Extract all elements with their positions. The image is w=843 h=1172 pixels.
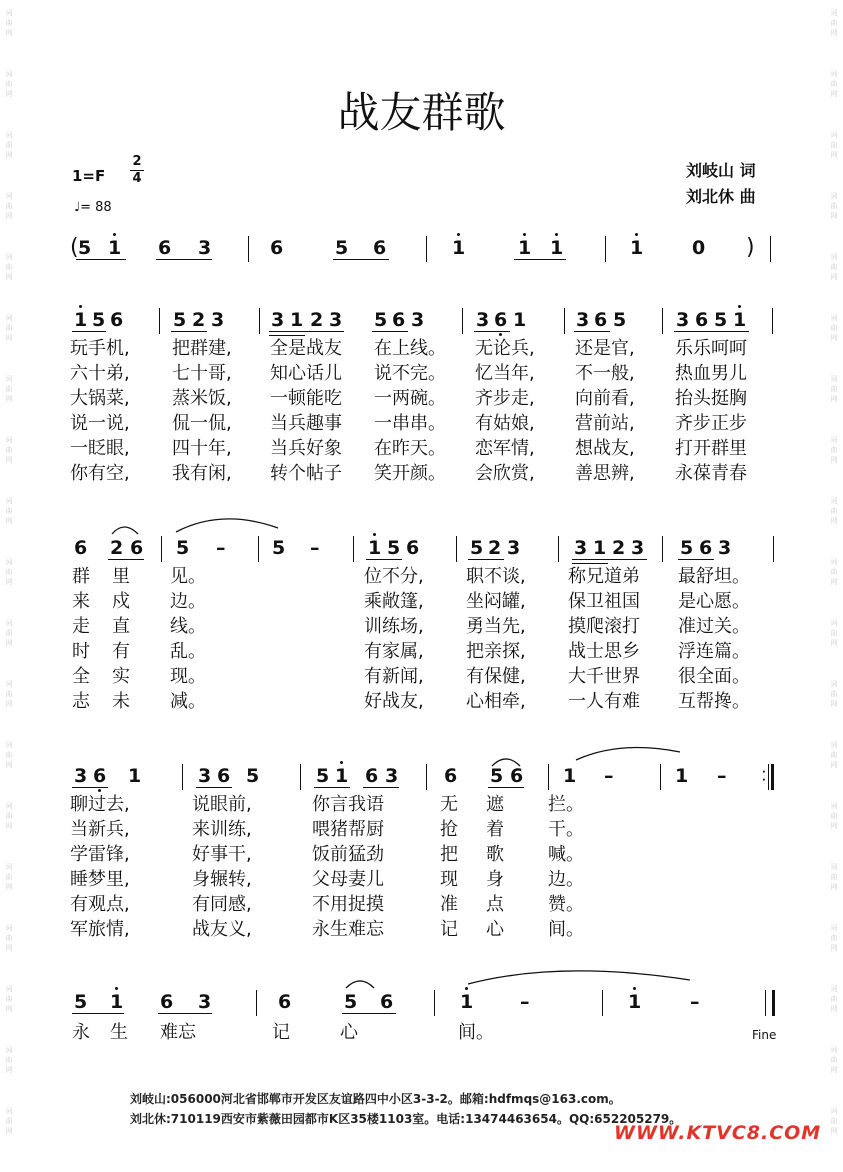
lyric-syllable: 训练场, <box>364 616 424 637</box>
lyric-syllable: 抬头挺胸 <box>675 388 747 409</box>
watermark-text: 词 曲 网 <box>830 1107 838 1135</box>
quarter-note-icon: ♩ <box>74 200 81 215</box>
lyric-syllable: 饭前猛劲 <box>312 844 384 865</box>
lyric-syllable: 位不分, <box>364 566 424 587</box>
lyric-syllable: 热血男儿 <box>675 363 747 384</box>
lyric-syllable: 准过关。 <box>678 616 750 637</box>
time-signature: 2 4 <box>130 155 144 186</box>
watermark-text: 词 曲 网 <box>5 1046 13 1074</box>
lyric-syllable: 现。 <box>170 666 206 687</box>
lyric-syllable: 善思辨, <box>575 463 635 484</box>
lyric-syllable: 边。 <box>548 869 584 890</box>
watermark-text: 词 曲 网 <box>830 741 838 769</box>
lyric-syllable: 是心愿。 <box>678 591 750 612</box>
footer-line-1: 刘岐山:056000河北省邯郸市开发区友谊路四中小区3-3-2。邮箱:hdfmqs@163.com。 <box>130 1092 621 1106</box>
lyric-syllable: 我有闲, <box>172 463 232 484</box>
lyric-syllable: 喂猪帮厨 <box>312 819 384 840</box>
lyric-syllable: 大锅菜, <box>70 388 130 409</box>
watermark-text: 词 曲 网 <box>830 863 838 891</box>
lyric-syllable: 有 <box>112 641 130 662</box>
lyric-syllable: 聊过去, <box>70 794 130 815</box>
lyric-syllable: 无 <box>440 794 458 815</box>
lyric-syllable: 直 <box>112 616 130 637</box>
lyric-syllable: 乘敞篷, <box>364 591 424 612</box>
composer-credit: 刘北休 曲 <box>686 187 756 206</box>
lyric-syllable: 摸爬滚打 <box>568 616 640 637</box>
watermark-text: 词 曲 网 <box>830 436 838 464</box>
lyric-syllable: 说不完。 <box>374 363 446 384</box>
lyric-syllable: 勇当先, <box>466 616 526 637</box>
watermark-text: 词 曲 网 <box>830 924 838 952</box>
lyric-syllable: 浮连篇。 <box>678 641 750 662</box>
lyric-syllable: 说眼前, <box>192 794 252 815</box>
watermark-text: 词 曲 网 <box>830 497 838 525</box>
lyric-syllable: 无论兵, <box>475 338 535 359</box>
watermark-text: 词 曲 网 <box>5 985 13 1013</box>
lyric-syllable: 边。 <box>170 591 206 612</box>
watermark-text: 词 曲 网 <box>830 131 838 159</box>
lyric-syllable: 有同感, <box>192 894 252 915</box>
lyric-syllable: 还是官, <box>575 338 635 359</box>
watermark-text: 词 曲 网 <box>5 741 13 769</box>
lyric-syllable: 遮 <box>486 794 504 815</box>
lyric-syllable: 全是战友 <box>270 338 342 359</box>
lyric-syllable: 永 <box>72 1022 90 1043</box>
lyric-syllable: 称兄道弟 <box>568 566 640 587</box>
lyric-syllable: 现 <box>440 869 458 890</box>
lyric-syllable: 转个帖子 <box>270 463 342 484</box>
watermark-text: 词 曲 网 <box>5 70 13 98</box>
watermark-text: 词 曲 网 <box>5 375 13 403</box>
lyric-syllable: 全 <box>72 666 90 687</box>
watermark-text: 词 曲 网 <box>830 558 838 586</box>
lyric-syllable: 战友义, <box>192 919 252 940</box>
lyric-syllable: 实 <box>112 666 130 687</box>
lyric-syllable: 当兵趣事 <box>270 413 342 434</box>
lyric-syllable: 记 <box>272 1022 290 1043</box>
lyric-syllable: 在上线。 <box>374 338 446 359</box>
lyric-syllable: 笑开颜。 <box>374 463 446 484</box>
watermark-text: 词 曲 网 <box>830 375 838 403</box>
lyric-syllable: 间。 <box>458 1022 494 1043</box>
watermark-text: 词 曲 网 <box>830 70 838 98</box>
watermark-text: 词 曲 网 <box>5 924 13 952</box>
watermark-text: 词 曲 网 <box>830 314 838 342</box>
lyric-syllable: 不用捉摸 <box>312 894 384 915</box>
footer-line-2: 刘北休:710119西安市紫薇田园都市K区35楼1103室。电话:13474463654。QQ:652205279。 <box>130 1112 682 1126</box>
lyric-syllable: 来 <box>72 591 90 612</box>
lyric-syllable: 难忘 <box>160 1022 196 1043</box>
lyric-syllable: 说一说, <box>70 413 130 434</box>
lyric-syllable: 记 <box>440 919 458 940</box>
lyric-syllable: 着 <box>486 819 504 840</box>
lyric-syllable: 歌 <box>486 844 504 865</box>
staff-system-1: ( 5 1 6 3 6 5 6 1 1 1 1 0 ) <box>70 236 775 262</box>
lyric-syllable: 大千世界 <box>568 666 640 687</box>
lyric-syllable: 一顿能吃 <box>270 388 342 409</box>
lyric-syllable: 七十哥, <box>172 363 232 384</box>
lyric-syllable: 里 <box>112 566 130 587</box>
lyric-syllable: 玩手机, <box>70 338 130 359</box>
lyric-syllable: 来训练, <box>192 819 252 840</box>
tempo-mark: ♩= 88 <box>74 200 112 215</box>
lyric-syllable: 你有空, <box>70 463 130 484</box>
lyric-syllable: 想战友, <box>575 438 635 459</box>
lyric-syllable: 戍 <box>112 591 130 612</box>
lyric-syllable: 生 <box>110 1022 128 1043</box>
lyric-syllable: 一两碗。 <box>374 388 446 409</box>
lyric-syllable: 喊。 <box>548 844 584 865</box>
lyric-syllable: 点 <box>486 894 504 915</box>
lyric-syllable: 蒸米饭, <box>172 388 232 409</box>
lyric-syllable: 互帮搀。 <box>678 691 750 712</box>
lyric-syllable: 最舒坦。 <box>678 566 750 587</box>
watermark-text: 词 曲 网 <box>830 680 838 708</box>
lyric-syllable: 群 <box>72 566 90 587</box>
lyric-syllable: 有姑娘, <box>475 413 535 434</box>
watermark-text: 词 曲 网 <box>830 985 838 1013</box>
lyric-syllable: 保卫祖国 <box>568 591 640 612</box>
lyric-syllable: 心 <box>486 919 504 940</box>
lyric-syllable: 恋军情, <box>475 438 535 459</box>
watermark-text: 词 曲 网 <box>830 1046 838 1074</box>
lyric-syllable: 永生难忘 <box>312 919 384 940</box>
lyric-syllable: 在昨天。 <box>374 438 446 459</box>
watermark-text: 词 曲 网 <box>5 253 13 281</box>
staff-system-3: 6 2 6 5 – 5 – 1 5 6 5 2 3 3 1 2 3 5 6 3 <box>70 536 775 562</box>
lyric-syllable: 军旅情, <box>70 919 130 940</box>
lyric-syllable: 侃一侃, <box>172 413 232 434</box>
watermark-text: 词 曲 网 <box>830 192 838 220</box>
lyric-syllable: 把亲探, <box>466 641 526 662</box>
lyric-syllable: 走 <box>72 616 90 637</box>
lyric-syllable: 把 <box>440 844 458 865</box>
lyric-syllable: 当新兵, <box>70 819 130 840</box>
lyric-syllable: 见。 <box>170 566 206 587</box>
lyric-syllable: 战士思乡 <box>568 641 640 662</box>
lyric-syllable: 一串串。 <box>374 413 446 434</box>
lyric-syllable: 六十弟, <box>70 363 130 384</box>
lyric-syllable: 永葆青春 <box>675 463 747 484</box>
watermark-text: 词 曲 网 <box>5 314 13 342</box>
watermark-text: 词 曲 网 <box>5 9 13 37</box>
lyric-syllable: 乐乐呵呵 <box>675 338 747 359</box>
lyric-syllable: 一眨眼, <box>70 438 130 459</box>
lyric-syllable: 坐闷罐, <box>466 591 526 612</box>
lyric-syllable: 你言我语 <box>312 794 384 815</box>
lyric-syllable: 齐步走, <box>475 388 535 409</box>
lyric-syllable: 父母妻儿 <box>312 869 384 890</box>
lyric-syllable: 很全面。 <box>678 666 750 687</box>
lyric-syllable: 把群建, <box>172 338 232 359</box>
lyric-syllable: 时 <box>72 641 90 662</box>
lyric-syllable: 职不谈, <box>466 566 526 587</box>
final-barline <box>765 990 775 1016</box>
fine-mark: Fine <box>752 1028 777 1042</box>
lyric-syllable: 会欣赏, <box>475 463 535 484</box>
lyric-syllable: 向前看, <box>575 388 635 409</box>
lyric-syllable: 未 <box>112 691 130 712</box>
lyric-syllable: 减。 <box>170 691 206 712</box>
lyric-syllable: 四十年, <box>172 438 232 459</box>
lyric-syllable: 志 <box>72 691 90 712</box>
lyric-syllable: 打开群里 <box>675 438 747 459</box>
lyric-syllable: 当兵好象 <box>270 438 342 459</box>
lyric-syllable: 好事干, <box>192 844 252 865</box>
lyric-syllable: 心相牵, <box>466 691 526 712</box>
lyric-syllable: 拦。 <box>548 794 584 815</box>
key-signature: 1=F <box>72 167 106 185</box>
watermark-text: 词 曲 网 <box>5 680 13 708</box>
lyric-syllable: 好战友, <box>364 691 424 712</box>
lyric-syllable: 抢 <box>440 819 458 840</box>
lyric-syllable: 齐步正步 <box>675 413 747 434</box>
watermark-text: 词 曲 网 <box>5 192 13 220</box>
lyric-syllable: 乱。 <box>170 641 206 662</box>
song-title: 战友群歌 <box>337 88 506 137</box>
lyric-syllable: 有家属, <box>364 641 424 662</box>
lyric-syllable: 线。 <box>170 616 206 637</box>
lyric-syllable: 营前站, <box>575 413 635 434</box>
staff-system-5: 5 1 6 3 6 5 6 1 – 1 – <box>70 990 775 1016</box>
watermark-text: 词 曲 网 <box>5 497 13 525</box>
lyric-syllable: 不一般, <box>575 363 635 384</box>
watermark-text: 词 曲 网 <box>830 9 838 37</box>
lyric-syllable: 有保健, <box>466 666 526 687</box>
lyric-syllable: 学雷锋, <box>70 844 130 865</box>
lyric-syllable: 赞。 <box>548 894 584 915</box>
lyric-syllable: 一人有难 <box>568 691 640 712</box>
watermark-text: 词 曲 网 <box>5 802 13 830</box>
repeat-sign: · · <box>762 764 772 790</box>
watermark-text: 词 曲 网 <box>830 802 838 830</box>
watermark-text: 词 曲 网 <box>830 253 838 281</box>
staff-system-4: 3 6 1 3 6 5 5 1 6 3 6 5 6 1 – 1 – · · <box>70 764 775 790</box>
lyric-syllable: 干。 <box>548 819 584 840</box>
watermark-text: 词 曲 网 <box>5 436 13 464</box>
lyric-syllable: 有观点, <box>70 894 130 915</box>
watermark-text: 词 曲 网 <box>5 619 13 647</box>
lyric-syllable: 间。 <box>548 919 584 940</box>
lyric-syllable: 准 <box>440 894 458 915</box>
site-logo: WWW.KTVC8.COM <box>614 1122 822 1144</box>
watermark-text: 词 曲 网 <box>5 863 13 891</box>
watermark-text: 词 曲 网 <box>5 1107 13 1135</box>
watermark-text: 词 曲 网 <box>830 619 838 647</box>
lyricist-credit: 刘岐山 词 <box>686 161 756 180</box>
watermark-text: 词 曲 网 <box>5 558 13 586</box>
lyric-syllable: 身辗转, <box>192 869 252 890</box>
staff-system-2: 1 5 6 5 2 3 3 1 2 3 5 6 3 3 6 1 3 6 5 3 6 5 1 <box>70 308 775 334</box>
lyric-syllable: 心 <box>340 1022 358 1043</box>
lyric-syllable: 睡梦里, <box>70 869 130 890</box>
lyric-syllable: 有新闻, <box>364 666 424 687</box>
lyric-syllable: 知心话儿 <box>270 363 342 384</box>
lyric-syllable: 忆当年, <box>475 363 535 384</box>
watermark-text: 词 曲 网 <box>5 131 13 159</box>
lyric-syllable: 身 <box>486 869 504 890</box>
